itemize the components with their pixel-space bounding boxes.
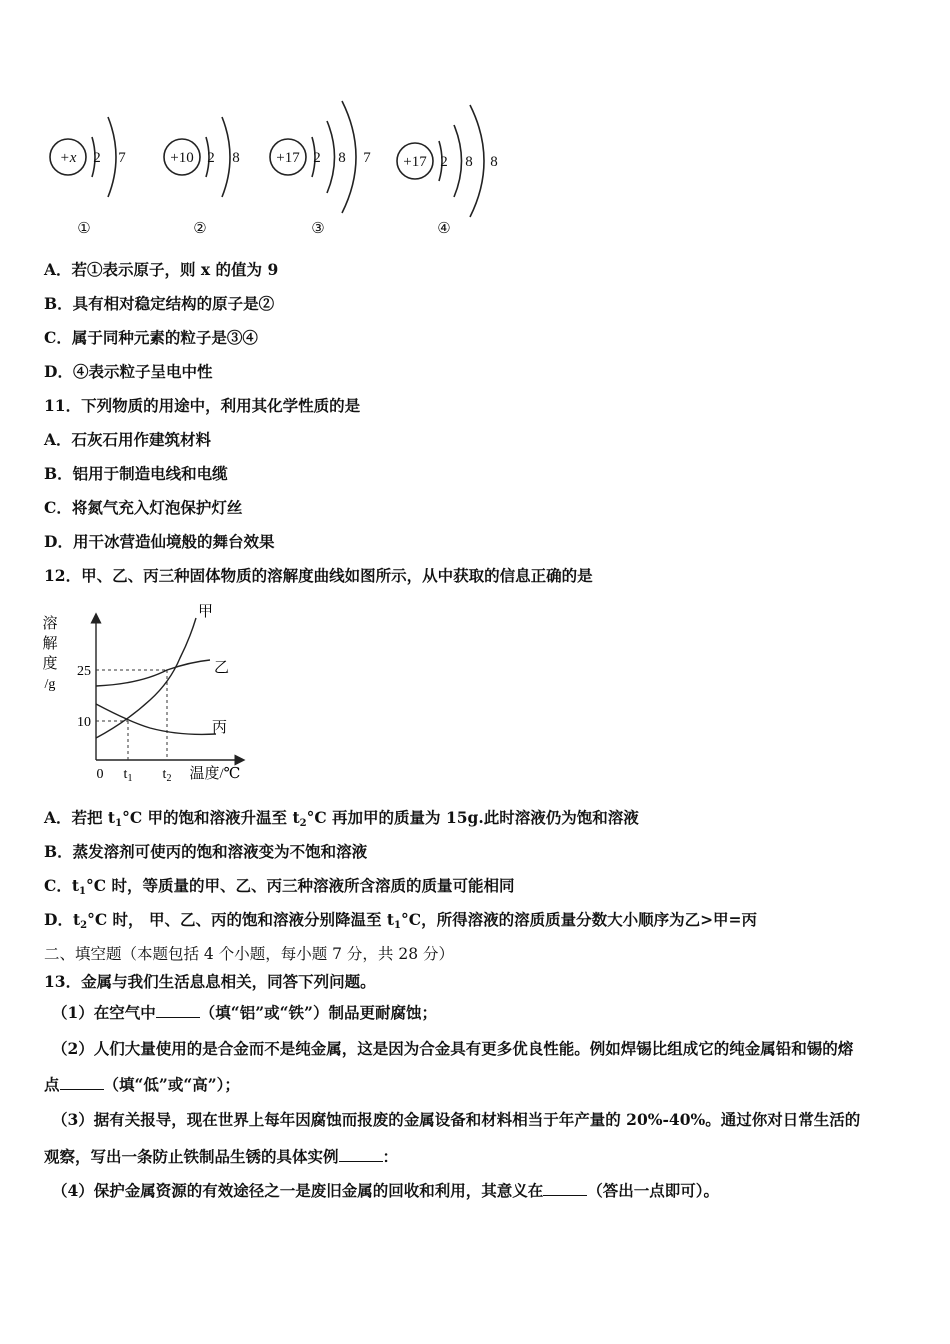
q10-option-a: A．若①表示原子，则 x 的值为 9 — [44, 260, 279, 279]
y-tick-10: 10 — [77, 715, 91, 730]
atom-3-shell-count: 2 — [313, 150, 321, 166]
series-label-bing: 丙 — [212, 720, 228, 736]
atom-3-label: ③ — [311, 221, 325, 237]
q11-option-a: A．石灰石用作建筑材料 — [44, 430, 212, 449]
x-tick-0: 0 — [96, 767, 104, 782]
y-axis-label-char: 解 — [42, 636, 58, 652]
atom-3-shell-count: 7 — [363, 150, 371, 166]
atom-3-nucleus-charge: +17 — [276, 150, 300, 166]
q11-option-b: B．铝用于制造电线和电缆 — [44, 464, 228, 483]
atom-4-shell — [454, 125, 462, 197]
q10-option-b: B．具有相对稳定结构的原子是② — [44, 294, 275, 313]
q13-part3-line2: 观察，写出一条防止铁制品生锈的具体实例 ： — [44, 1147, 399, 1166]
atom-1-shell-count: 7 — [118, 150, 126, 166]
series-yi-curve — [96, 660, 210, 686]
atom-4-shell-count: 8 — [490, 154, 498, 170]
atom-1-shell-count: 2 — [93, 150, 101, 166]
section-heading: 二、填空题（本题包括 4 个小题，每小题 7 分，共 28 分） — [44, 945, 455, 963]
q12-option-c: C．$t_1^\circ C$ 时，等质量的甲、乙、丙三种溶液所含溶质的质量可能相同 — [44, 876, 515, 897]
q12-option-b: B．蒸发溶剂可使丙的饱和溶液变为不饱和溶液 — [44, 842, 368, 861]
q13-part3-line1: （3）据有关报导，现在世界上每年因腐蚀而报废的金属设备和材料相当于年产量的 20%-40%。通过你对日常生活的 — [52, 1110, 861, 1129]
q13-stem: 13．金属与我们生活息息相关，同答下列问题。 — [44, 972, 376, 991]
atom-2-label: ② — [193, 221, 207, 237]
answer-blank[interactable] — [339, 1161, 383, 1162]
q13-part2-line1: （2）人们大量使用的是合金而不是纯金属，这是因为合金具有更多优良性能。例如焊锡比组成它的纯金属铅和锡的熔 — [52, 1039, 854, 1058]
atom-2-shell-count: 8 — [232, 150, 240, 166]
q11-stem: 11．下列物质的用途中，利用其化学性质的是 — [44, 396, 361, 415]
atom-3-shell-count: 8 — [338, 150, 346, 166]
q10-option-d: D．④表示粒子呈电中性 — [44, 362, 213, 381]
atom-4-shell-count: 2 — [440, 154, 448, 170]
atom-1-nucleus-charge: +x — [59, 150, 77, 166]
y-axis-label-char: 度 — [42, 656, 58, 672]
x-tick-t1: $t_1$ — [123, 767, 133, 784]
y-tick-25: 25 — [77, 664, 91, 679]
atom-4-shell-count: 8 — [465, 154, 473, 170]
atom-2-nucleus-charge: +10 — [170, 150, 194, 166]
atom-structure-diagrams — [40, 95, 520, 245]
solubility-chart — [40, 600, 260, 790]
x-tick-t2: $t_2$ — [162, 767, 172, 784]
x-axis-label: 温度/℃ — [189, 766, 241, 782]
q12-stem: 12．甲、乙、丙三种固体物质的溶解度曲线如图所示，从中获取的信息正确的是 — [44, 566, 593, 585]
atom-4-nucleus-charge: +17 — [403, 154, 427, 170]
atom-1-shell — [108, 117, 116, 197]
q12-option-d: D．$t_2^\circ C$ 时， 甲、乙、丙的饱和溶液分别降温至 $t_1^\circ C$，所得溶液的溶质质量分数大小顺序为乙>甲=丙 — [44, 910, 758, 931]
q13-part4: （4）保护金属资源的有效途径之一是废旧金属的回收和利用，其意义在 （答出一点即可）。 — [52, 1181, 720, 1200]
q13-part2-line2: 点 （填“低”或“高”）； — [44, 1075, 240, 1094]
series-label-yi: 乙 — [214, 660, 230, 676]
y-axis-label-char: /g — [44, 677, 56, 692]
y-axis-label-char: 溶 — [42, 616, 58, 632]
atom-2-shell — [222, 117, 230, 197]
q11-option-c: C．将氮气充入灯泡保护灯丝 — [44, 498, 243, 517]
answer-blank[interactable] — [156, 1017, 200, 1018]
q13-part1: （1）在空气中 （填“铝”或“铁”）制品更耐腐蚀； — [52, 1003, 437, 1022]
atom-1-label: ① — [77, 221, 91, 237]
atom-2-shell-count: 2 — [207, 150, 215, 166]
answer-blank[interactable] — [543, 1195, 587, 1196]
q11-option-d: D．用干冰营造仙境般的舞台效果 — [44, 532, 275, 551]
series-label-jia: 甲 — [198, 604, 214, 620]
atom-3-shell — [327, 121, 335, 193]
atom-4-label: ④ — [437, 221, 451, 237]
answer-blank[interactable] — [60, 1089, 104, 1090]
q12-option-a: A．若把 $t_1^\circ C$ 甲的饱和溶液升温至 $t_2^\circ C$ 再加甲的质量为 15g.此时溶液仍为饱和溶液 — [44, 808, 639, 829]
series-bing-curve — [96, 704, 216, 734]
q10-option-c: C．属于同种元素的粒子是③④ — [44, 328, 258, 347]
